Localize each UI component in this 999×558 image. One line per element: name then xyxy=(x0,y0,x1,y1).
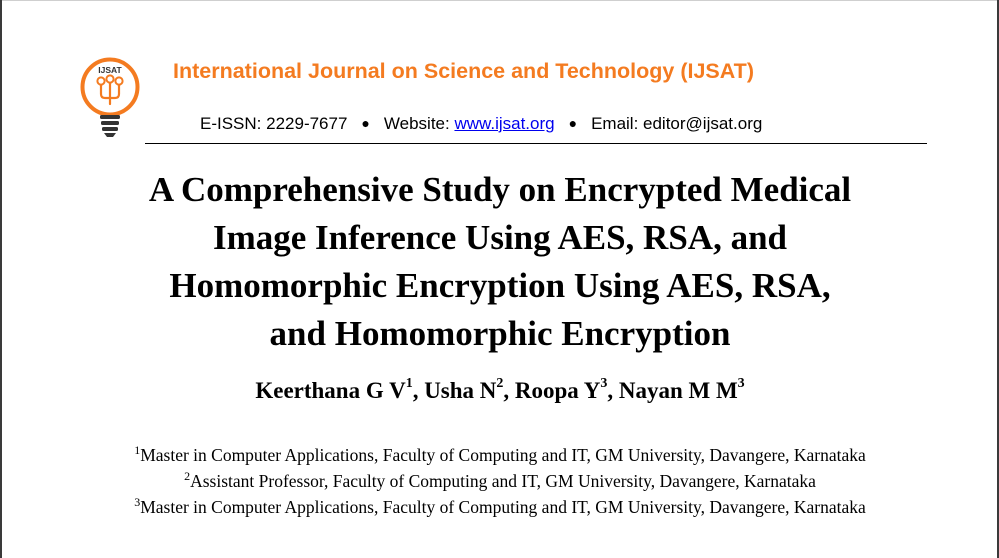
title-line: and Homomorphic Encryption xyxy=(269,314,731,353)
affiliation-list xyxy=(40,442,960,520)
page-top-edge xyxy=(0,0,999,1)
email-text: Email: editor@ijsat.org xyxy=(591,114,763,133)
author-name: Keerthana G V xyxy=(255,378,406,403)
website-label: Website: xyxy=(383,114,450,133)
author-separator: , xyxy=(607,378,619,403)
title-line: A Comprehensive Study on Encrypted Medical xyxy=(148,170,852,209)
author-affiliation-mark: 1 xyxy=(405,376,413,392)
title-line: Image Inference Using AES, RSA, and xyxy=(213,218,787,257)
affiliation-mark: 1 xyxy=(134,443,141,458)
separator-dot: ● xyxy=(361,115,370,131)
journal-meta-line xyxy=(200,114,900,134)
page-left-edge xyxy=(0,0,2,558)
affiliation-mark: 2 xyxy=(184,469,191,484)
author-list xyxy=(100,378,900,404)
affiliation-line xyxy=(40,494,960,520)
affiliation-line xyxy=(40,468,960,494)
header-divider xyxy=(145,143,927,144)
author-affiliation-mark: 3 xyxy=(737,376,745,392)
journal-title: International Journal on Science and Technology (IJSAT) xyxy=(173,59,754,83)
author-separator: , xyxy=(412,378,425,403)
title-line: Homomorphic Encryption Using AES, RSA, xyxy=(169,266,831,305)
affiliation-line xyxy=(40,442,960,468)
ijsat-logo-icon xyxy=(79,56,141,140)
website-link[interactable]: www.ijsat.org xyxy=(454,114,555,133)
author-name: Roopa Y xyxy=(514,378,601,403)
affiliation-mark: 3 xyxy=(134,495,141,510)
eissn-text: E-ISSN: 2229-7677 xyxy=(200,114,348,133)
logo-text: IJSAT xyxy=(98,65,122,75)
paper-title xyxy=(60,166,940,358)
author-affiliation-mark: 2 xyxy=(496,376,504,392)
affiliation-text: Master in Computer Applications, Faculty of Computing and IT, GM University, Davangere, Karnataka xyxy=(140,445,866,465)
author-affiliation-mark: 3 xyxy=(600,376,608,392)
author-name: Usha N xyxy=(424,378,497,403)
separator-dot: ● xyxy=(568,115,578,131)
author-name: Nayan M M xyxy=(618,378,738,403)
author-separator: , xyxy=(503,378,515,403)
affiliation-text: Master in Computer Applications, Faculty of Computing and IT, GM University, Davangere, Karnataka xyxy=(140,497,866,517)
affiliation-text: Assistant Professor, Faculty of Computing and IT, GM University, Davangere, Karnataka xyxy=(190,471,816,491)
